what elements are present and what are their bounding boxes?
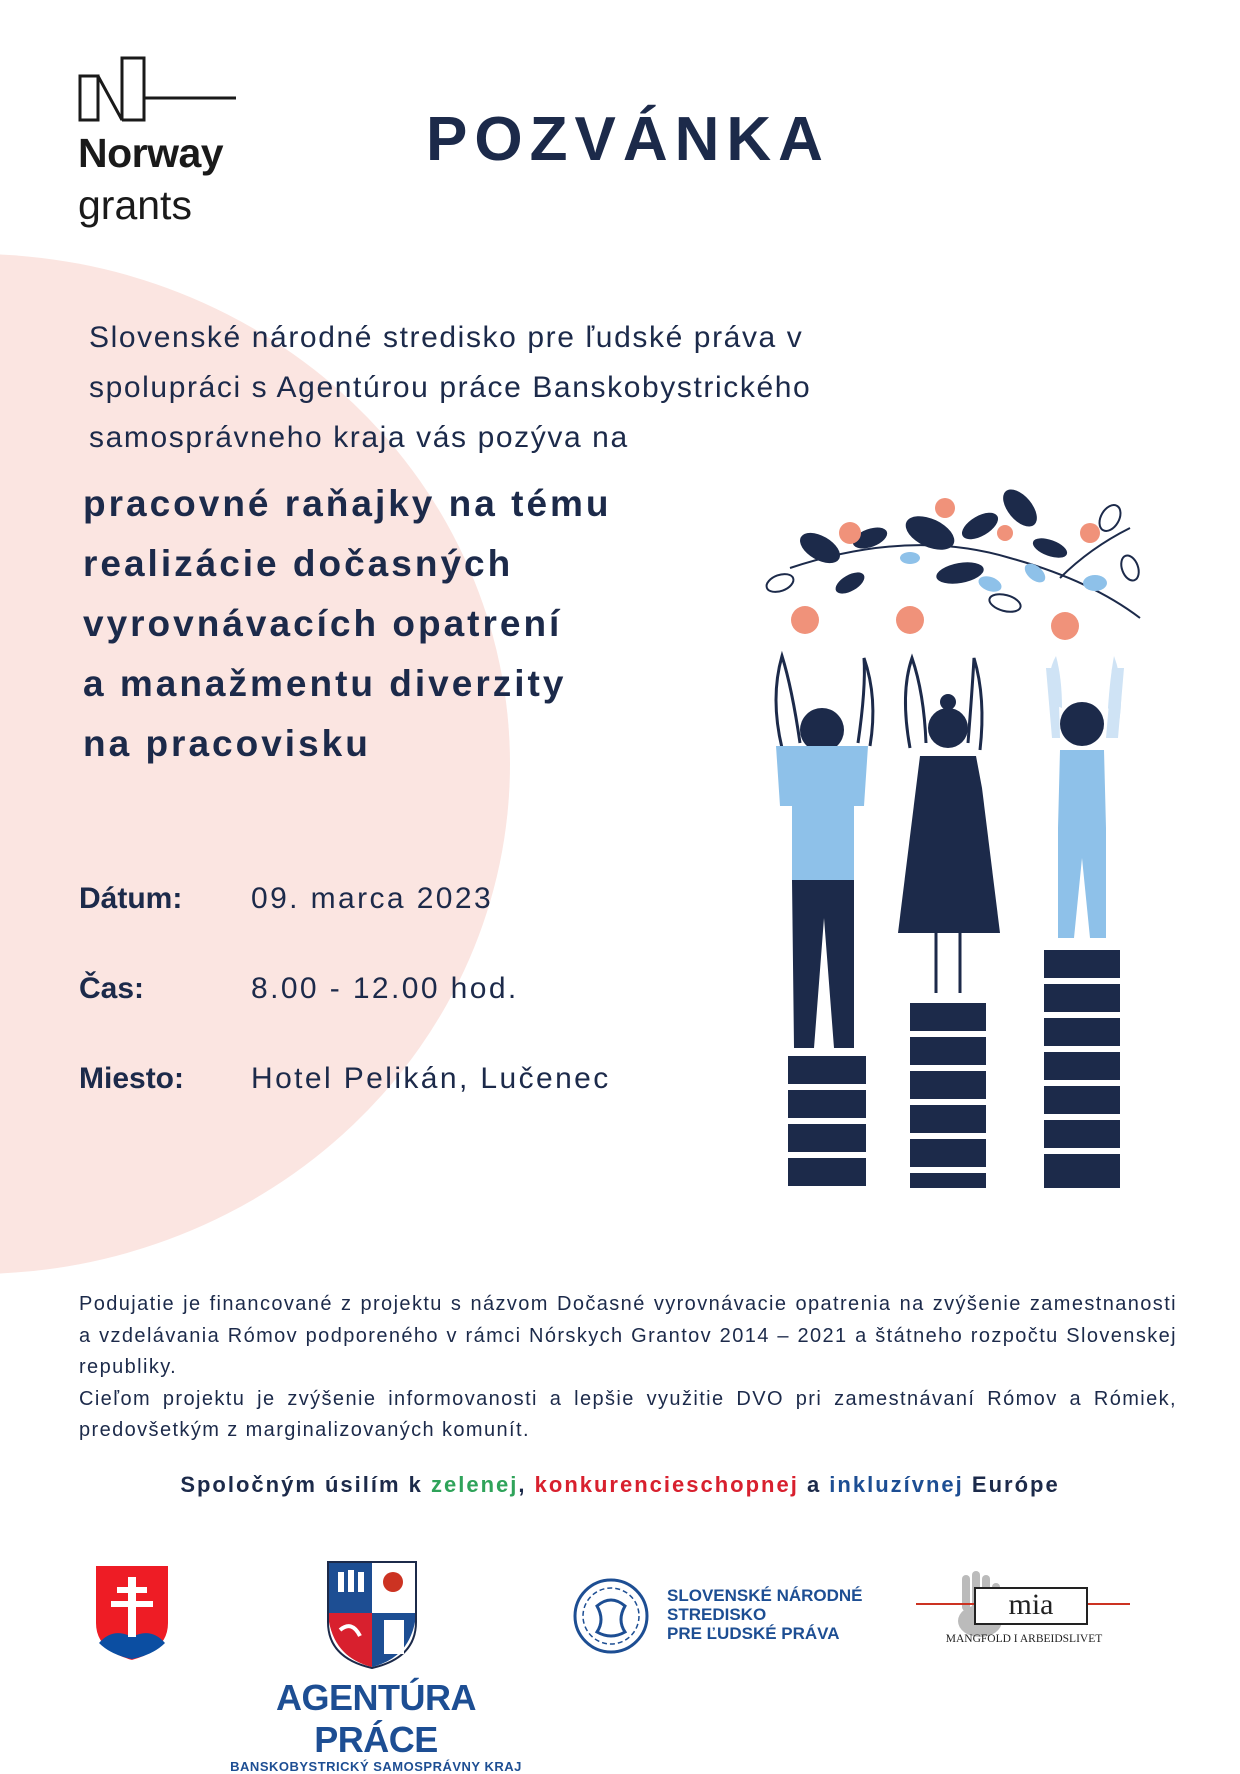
footer-text: [79, 1289, 1177, 1447]
event-topic: [83, 474, 723, 774]
date-value: 09. marca 2023: [251, 882, 494, 915]
slovak-coat-of-arms-icon: [93, 1563, 171, 1663]
slogan-red: konkurencieschopnej: [534, 1472, 799, 1497]
snslp-line: PRE ĽUDSKÉ PRÁVA: [667, 1624, 840, 1643]
crate-left: [788, 1056, 866, 1186]
topic-line: na pracovisku: [83, 723, 371, 764]
slogan-green: zelenej: [431, 1472, 519, 1497]
slogan: [0, 1472, 1240, 1498]
mia-logo: [914, 1575, 1134, 1655]
slogan-blue: inkluzívnej: [829, 1472, 964, 1497]
time-value: 8.00 - 12.00 hod.: [251, 972, 519, 1005]
slogan-sep: ,: [518, 1472, 535, 1497]
snslp-line: SLOVENSKÉ NÁRODNÉ: [667, 1586, 863, 1605]
agentura-title: AGENTÚRA PRÁCE: [276, 1677, 476, 1760]
snslp-line: STREDISKO: [667, 1605, 767, 1624]
snslp-emblem-icon: [571, 1576, 651, 1656]
intro-text: [89, 313, 1019, 463]
time-label: Čas:: [79, 972, 145, 1005]
intro-line: spolupráci s Agentúrou práce Banskobystrického: [89, 371, 812, 404]
intro-line: Slovenské národné stredisko pre ľudské práva v: [89, 321, 804, 354]
bbsk-coat-of-arms-icon: [326, 1560, 418, 1670]
snslp-text: [667, 1586, 863, 1643]
people-reaching-illustration: [760, 488, 1160, 1198]
mia-name: mia: [974, 1587, 1088, 1625]
slogan-sep: a: [798, 1472, 830, 1497]
date-label: Dátum:: [79, 882, 183, 915]
topic-line: realizácie dočasných: [83, 543, 514, 584]
funding-paragraph: Podujatie je financované z projektu s názvom Dočasné vyrovnávacie opatrenia na zvýšenie zamestnanosti a vzdelávania Rómov podporeného v rámci Nórskych Grantov 2014 – 2021 a štátneho rozpočtu Slovenskej republiky.: [79, 1293, 1177, 1378]
logo-norway-text: Norway: [78, 130, 224, 176]
crate-right: [1044, 950, 1120, 1188]
topic-line: pracovné raňajky na tému: [83, 483, 612, 524]
intro-line: samosprávneho kraja vás pozýva na: [89, 421, 629, 454]
mia-line-left: [916, 1603, 976, 1605]
agentura-prace-logo: [226, 1677, 526, 1774]
place-label: Miesto:: [79, 1062, 184, 1095]
slogan-part: Spoločným úsilím k: [180, 1472, 432, 1497]
mia-line-right: [1084, 1603, 1130, 1605]
goal-paragraph: Cieľom projektu je zvýšenie informovanosti a lepšie využitie DVO pri zamestnávaní Rómov a Rómiek, predovšetkým z marginalizovaných komunít.: [79, 1387, 1177, 1441]
topic-line: vyrovnávacích opatrení: [83, 603, 563, 644]
place-value: Hotel Pelikán, Lučenec: [251, 1062, 611, 1095]
mia-subtitle: MANGFOLD I ARBEIDSLIVET: [945, 1633, 1103, 1645]
page-title: POZVÁNKA: [426, 105, 830, 174]
branch-illustration: [764, 488, 1142, 640]
logo-grants-text: grants: [78, 182, 192, 228]
slogan-part: Európe: [963, 1472, 1060, 1497]
crate-middle: [910, 1003, 986, 1188]
topic-line: a manažmentu diverzity: [83, 663, 567, 704]
agentura-subtitle: BANSKOBYSTRICKÝ SAMOSPRÁVNY KRAJ: [230, 1759, 522, 1774]
snslp-logo: [571, 1576, 871, 1656]
